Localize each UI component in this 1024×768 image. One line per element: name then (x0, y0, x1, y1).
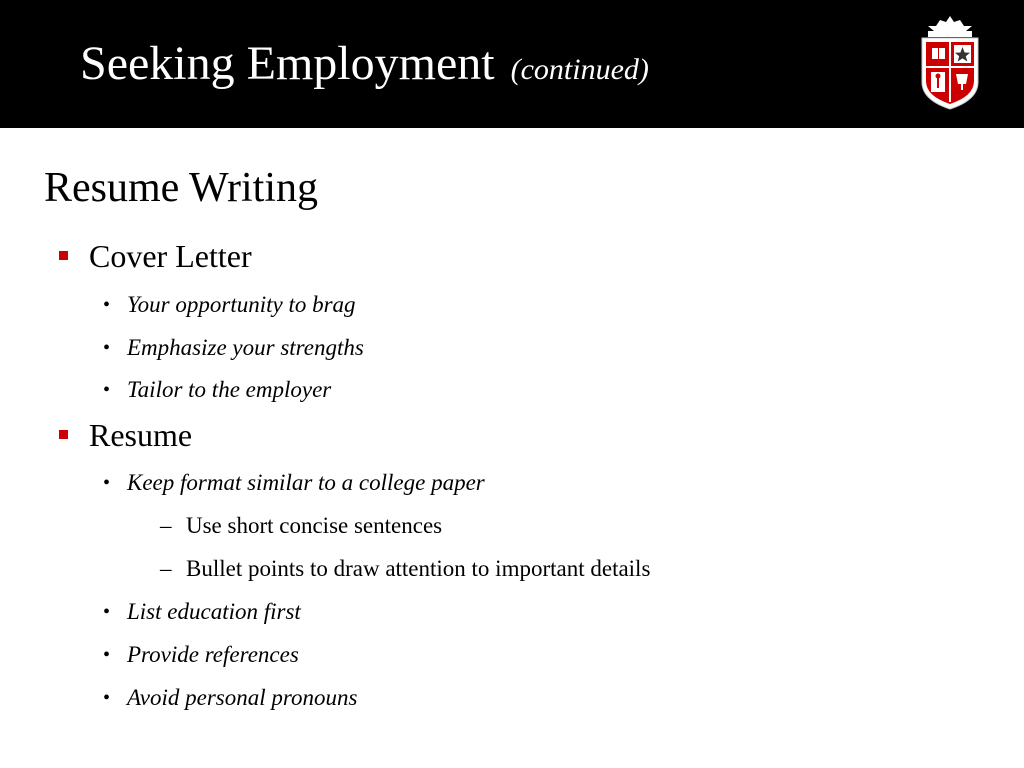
bullet-marker: • (103, 687, 111, 709)
section-heading: Resume Writing (44, 165, 319, 211)
slide-title (80, 32, 649, 102)
list-subitem: Use short concise sentences (186, 513, 443, 538)
bullet-marker: • (103, 472, 111, 494)
list-item: Your opportunity to brag (127, 292, 356, 317)
university-seal-icon (914, 12, 986, 112)
bullet-marker: • (103, 294, 111, 316)
bullet-marker: • (103, 601, 111, 623)
list-item: Tailor to the employer (127, 377, 332, 402)
title-bar (0, 0, 1024, 128)
dash-marker: – (160, 513, 172, 538)
list-item: Emphasize your strengths (127, 335, 364, 360)
square-bullet-icon (59, 430, 68, 439)
dash-marker: – (160, 556, 172, 581)
outline-item-cover-letter: Cover Letter (89, 238, 252, 274)
bullet-marker: • (103, 644, 111, 666)
list-subitem: Bullet points to draw attention to important details (186, 556, 651, 581)
list-item: List education first (127, 599, 301, 624)
bullet-marker: • (103, 379, 111, 401)
square-bullet-icon (59, 251, 68, 260)
list-item: Keep format similar to a college paper (127, 470, 485, 495)
outline-item-resume: Resume (89, 417, 193, 453)
list-item: Provide references (127, 642, 299, 667)
slide-subtitle: (continued) (510, 53, 649, 86)
slide-title-text: Seeking Employment (80, 37, 495, 90)
list-item: Avoid personal pronouns (127, 685, 358, 710)
bullet-marker: • (103, 337, 111, 359)
